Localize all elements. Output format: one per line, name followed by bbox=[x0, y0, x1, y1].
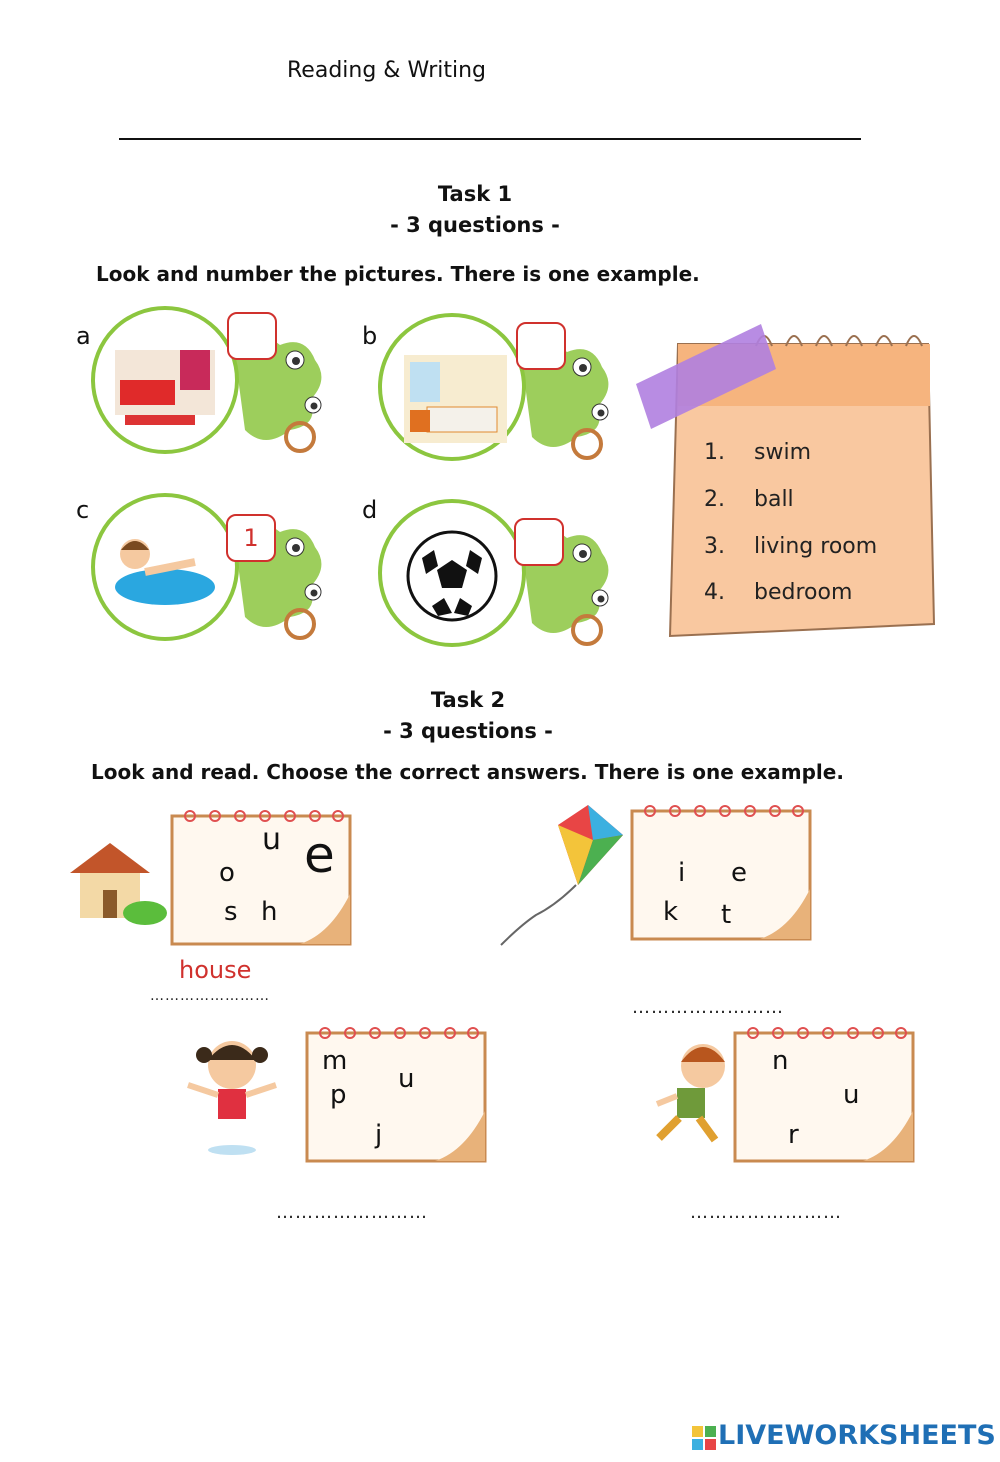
header-divider bbox=[119, 138, 861, 140]
ball-picture bbox=[372, 498, 632, 658]
card2-letter-3: k bbox=[663, 897, 679, 927]
card3-answer-line: …………………… bbox=[276, 1202, 428, 1223]
note-item-1-text: swim bbox=[754, 440, 811, 465]
note-item-4-text: bedroom bbox=[754, 580, 853, 605]
card3-letter-2: u bbox=[398, 1064, 415, 1094]
bedroom-picture bbox=[372, 312, 632, 472]
note-item-3-text: living room bbox=[754, 534, 878, 559]
jumping-girl-picture bbox=[180, 1035, 290, 1160]
answer-box-b[interactable] bbox=[516, 322, 566, 370]
note-item-3-number: 3. bbox=[704, 534, 725, 559]
answer-box-a[interactable] bbox=[227, 312, 277, 360]
card4-answer-line: …………………… bbox=[690, 1202, 842, 1223]
card1-answer-line: …………………… bbox=[150, 988, 270, 1004]
task2-title: Task 2 bbox=[430, 688, 506, 712]
card2-letter-1: i bbox=[678, 858, 686, 888]
house-picture bbox=[65, 838, 175, 928]
note-item-1-number: 1. bbox=[704, 440, 725, 465]
card3-letter-4: j bbox=[375, 1120, 383, 1150]
card1-letter-2: e bbox=[304, 826, 335, 884]
task2-subtitle: - 3 questions - bbox=[383, 719, 553, 743]
note-item-2-text: ball bbox=[754, 487, 794, 512]
swimming-picture bbox=[85, 492, 345, 652]
task1-subtitle: - 3 questions - bbox=[390, 213, 560, 237]
picture-label-a: a bbox=[76, 322, 91, 350]
picture-label-c: c bbox=[76, 496, 90, 524]
card3-letter-3: p bbox=[330, 1080, 347, 1110]
card3-letter-1: m bbox=[322, 1046, 348, 1076]
card2-answer-line: …………………… bbox=[632, 997, 784, 1018]
card1-letter-4: s bbox=[224, 897, 238, 927]
picture-label-b: b bbox=[362, 322, 378, 350]
answer-box-d[interactable] bbox=[514, 518, 564, 566]
living-room-picture bbox=[85, 305, 345, 465]
card1-letter-5: h bbox=[261, 897, 278, 927]
liveworksheets-logo-icon bbox=[692, 1426, 716, 1450]
kite-picture bbox=[498, 800, 628, 950]
card1-answer[interactable]: house bbox=[179, 956, 252, 984]
card4-letter-3: r bbox=[788, 1120, 799, 1150]
card1-letter-1: u bbox=[262, 822, 282, 857]
task2-instruction: Look and read. Choose the correct answers. There is one example. bbox=[91, 760, 844, 784]
note-item-2-number: 2. bbox=[704, 487, 725, 512]
worksheet-subtitle: Reading & Writing bbox=[287, 58, 487, 83]
card1-letter-3: o bbox=[219, 858, 235, 888]
card2-letter-2: e bbox=[731, 858, 747, 888]
card2-letter-4: t bbox=[721, 900, 732, 930]
running-boy-picture bbox=[645, 1040, 735, 1150]
answer-box-c[interactable]: 1 bbox=[226, 514, 276, 562]
letter-card-4 bbox=[733, 1025, 918, 1165]
card4-letter-2: u bbox=[843, 1080, 860, 1110]
note-item-4-number: 4. bbox=[704, 580, 725, 605]
liveworksheets-brand: LIVEWORKSHEETS bbox=[718, 1420, 996, 1451]
card4-letter-1: n bbox=[772, 1046, 789, 1076]
task1-title: Task 1 bbox=[437, 182, 513, 206]
picture-label-d: d bbox=[362, 496, 378, 524]
task1-instruction: Look and number the pictures. There is one example. bbox=[96, 262, 700, 286]
